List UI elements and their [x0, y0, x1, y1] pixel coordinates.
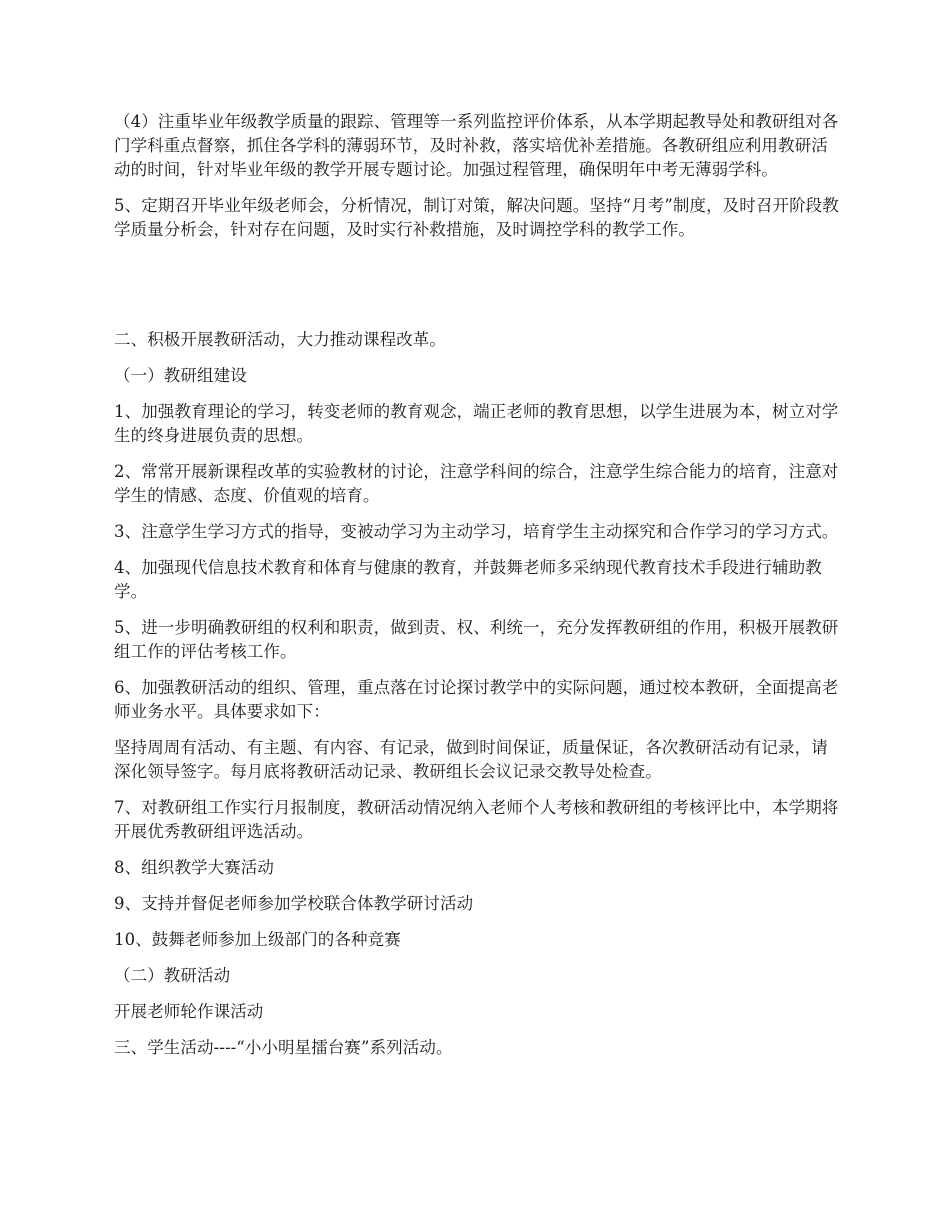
- paragraph: 坚持周周有活动、有主题、有内容、有记录，做到时间保证，质量保证，各次教研活动有记录，请深化领导签字。每月底将教研活动记录、教研组长会议记录交教导处检查。: [114, 738, 828, 781]
- section-heading: 二、积极开展教研活动，大力推动课程改革。: [114, 330, 446, 349]
- paragraph: 5、进一步明确教研组的权利和职责，做到责、权、利统一，充分发挥教研组的作用，积极开展教研组工作的评估考核工作。: [114, 618, 839, 661]
- paragraph: 4、加强现代信息技术教育和体育与健康的教育，并鼓舞老师多采纳现代教育技术手段进行辅助教学。: [114, 558, 822, 601]
- subsection-heading: （二）教研活动: [114, 966, 231, 985]
- paragraph: 3、注意学生学习方式的指导，变被动学习为主动学习，培育学生主动探究和合作学习的学习方式。: [114, 522, 839, 541]
- blank-space: [114, 254, 842, 328]
- paragraph: 1、加强教育理论的学习，转变老师的教育观念，端正老师的教育思想，以学生进展为本，树立对学生的终身进展负责的思想。: [114, 402, 839, 445]
- section-heading: 三、学生活动----“小小明星擂台赛”系列活动。: [114, 1038, 453, 1057]
- paragraph: 2、常常开展新课程改革的实验教材的讨论，注意学科间的综合，注意学生综合能力的培育，注意对学生的情感、态度、价值观的培育。: [114, 462, 839, 505]
- paragraph: 7、对教研组工作实行月报制度，教研活动情况纳入老师个人考核和教研组的考核评比中，本学期将开展优秀教研组评选活动。: [114, 798, 839, 841]
- paragraph: 9、支持并督促老师参加学校联合体教学研讨活动: [114, 894, 474, 913]
- subsection-heading: （一）教研组建设: [114, 366, 247, 385]
- paragraph: 开展老师轮作课活动: [114, 1002, 264, 1021]
- paragraph: （4）注重毕业年级教学质量的跟踪、管理等一系列监控评价体系，从本学期起教导处和教研组对各门学科重点督察，抓住各学科的薄弱环节，及时补救，落实培优补差措施。各教研组应利用教研活动的时间，针对毕业年级的教学开展专题讨论。加强过程管理，确保明年中考无薄弱学科。: [114, 112, 839, 179]
- paragraph: 8、组织教学大赛活动: [114, 858, 274, 877]
- paragraph: 6、加强教研活动的组织、管理，重点落在讨论探讨教学中的实际问题，通过校本教研，全面提高老师业务水平。具体要求如下：: [114, 678, 839, 721]
- document-body: [114, 110, 842, 1072]
- paragraph: 5、定期召开毕业年级老师会，分析情况，制订对策，解决问题。坚持“月考”制度，及时召开阶段教学质量分析会，针对存在问题，及时实行补救措施，及时调控学科的教学工作。: [114, 196, 839, 239]
- paragraph: 10、鼓舞老师参加上级部门的各种竞赛: [114, 930, 401, 949]
